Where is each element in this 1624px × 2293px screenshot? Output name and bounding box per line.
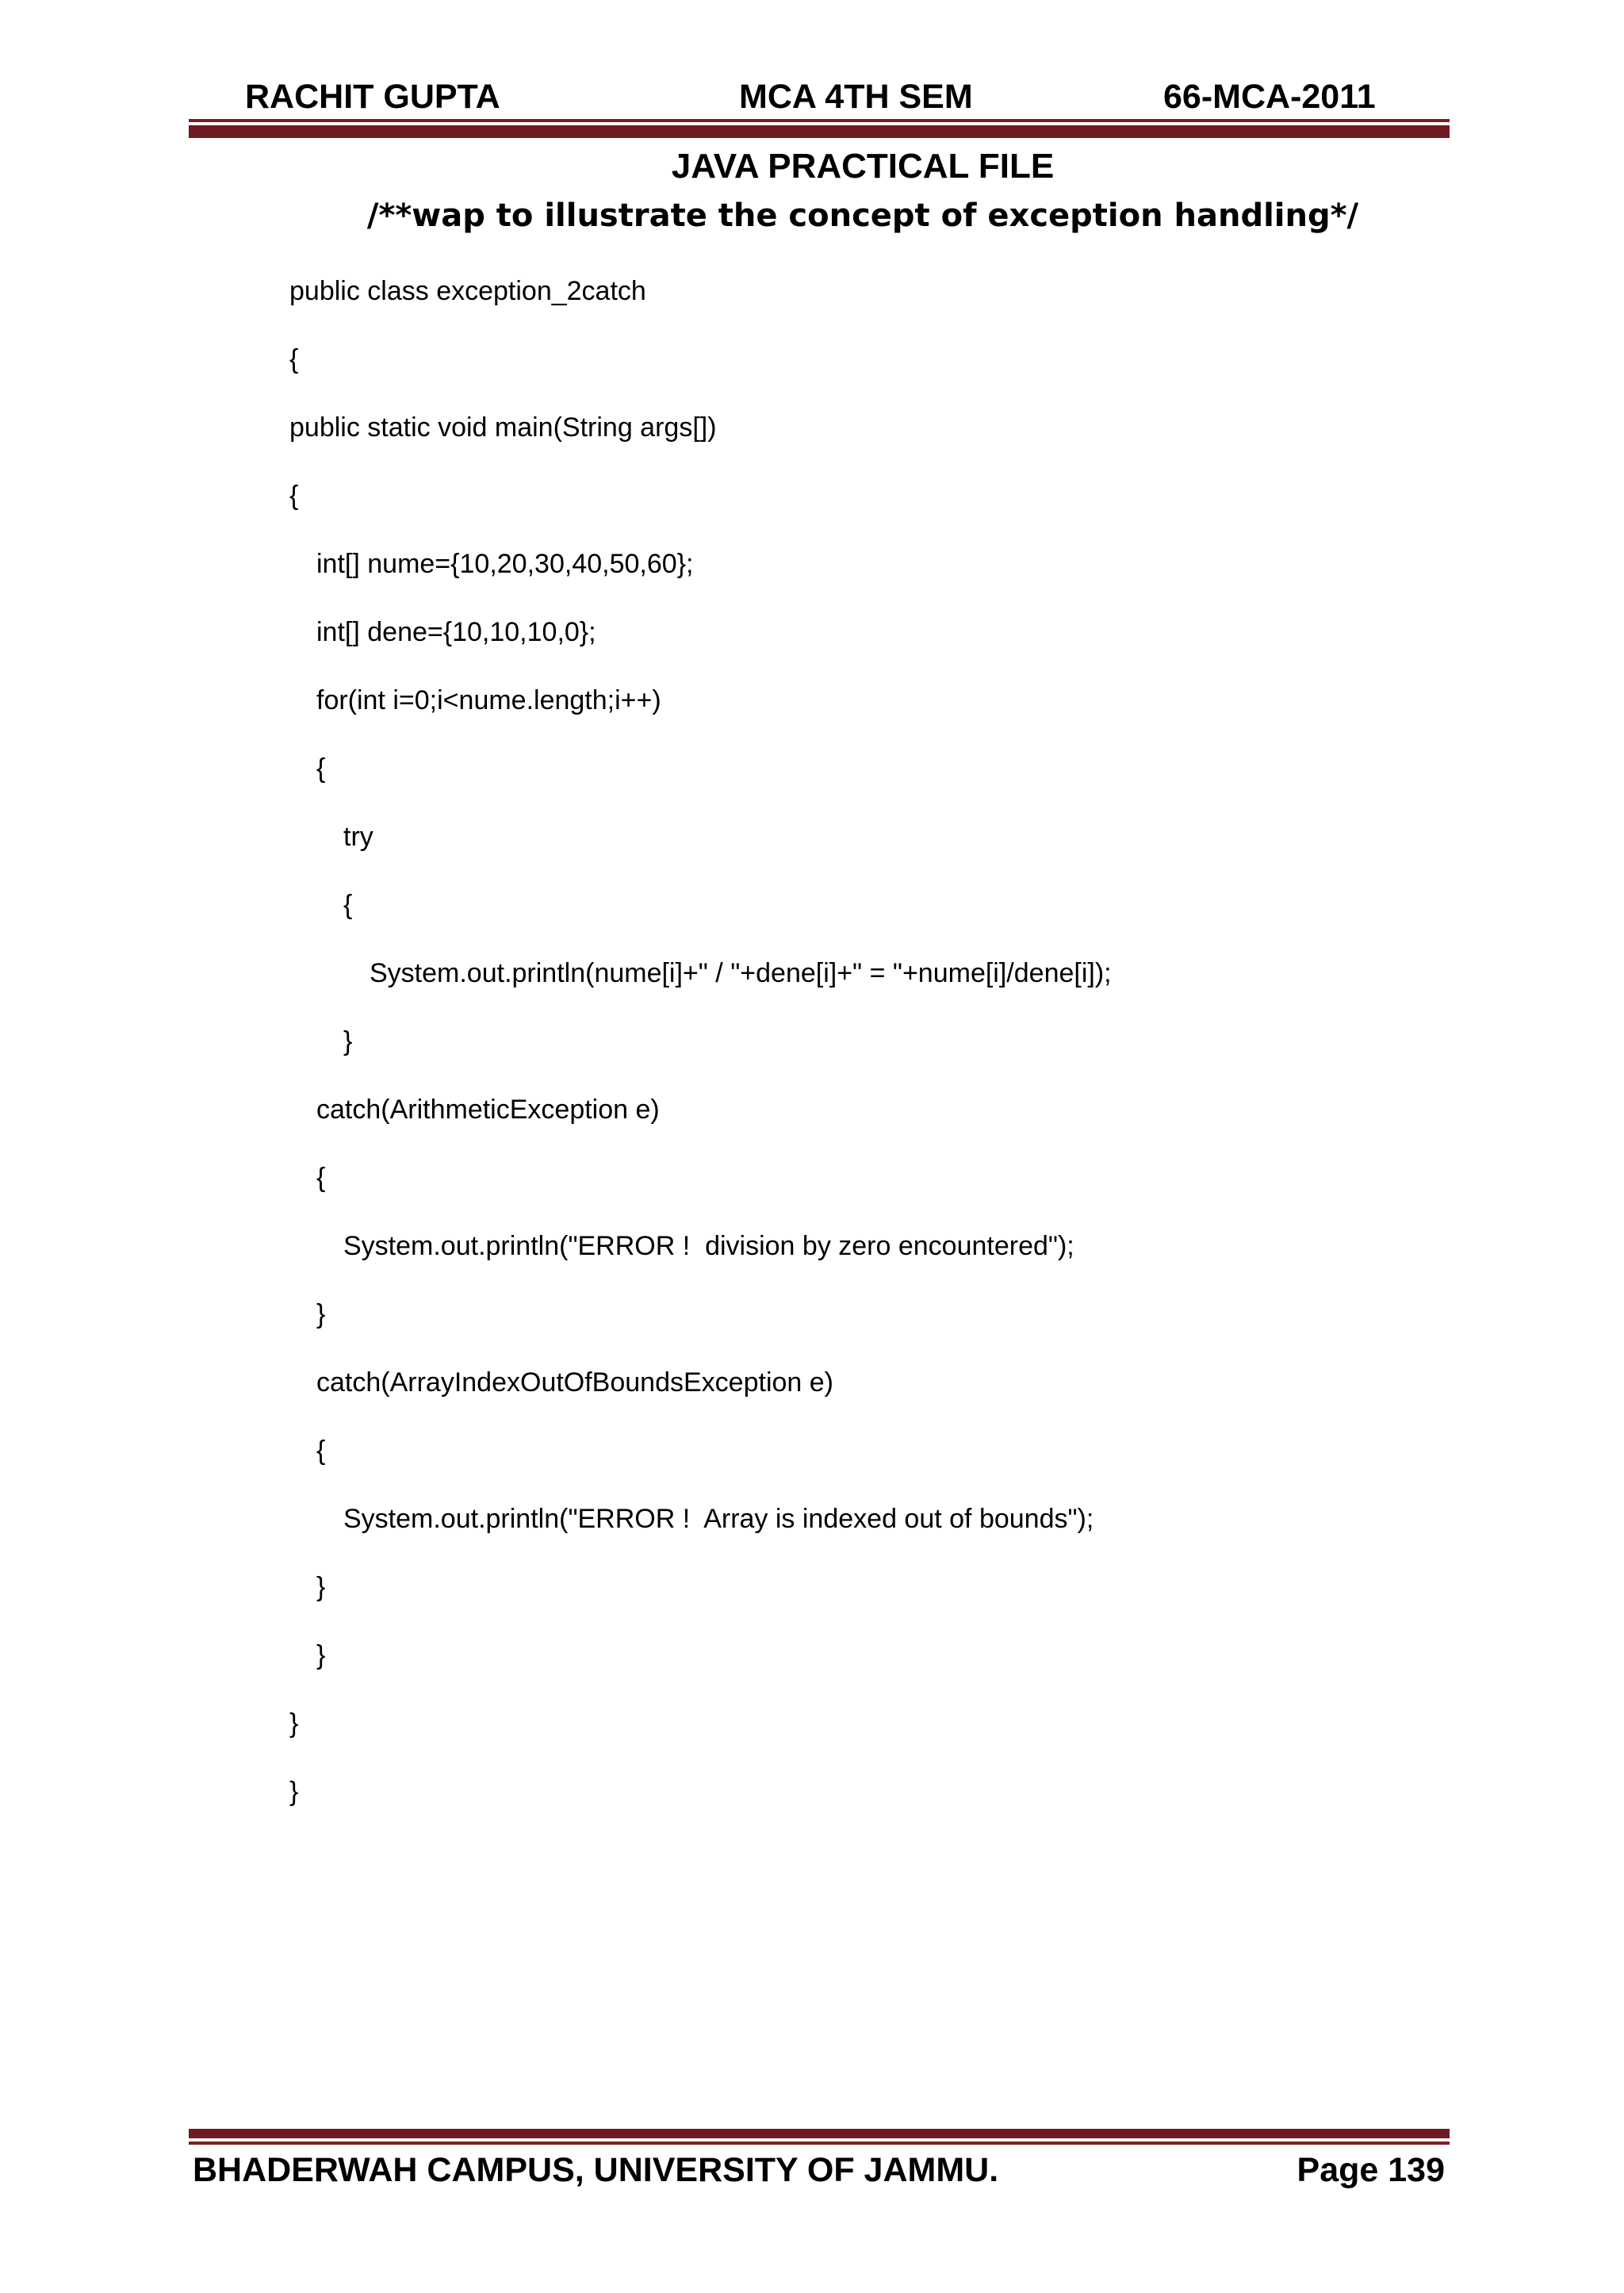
code-line: try: [343, 822, 373, 852]
code-line: }: [289, 1708, 299, 1739]
code-line: }: [316, 1572, 326, 1602]
code-line: System.out.println("ERROR ! division by zero encountered");: [343, 1231, 1074, 1261]
code-line: for(int i=0;i<nume.length;i++): [316, 685, 661, 715]
code-line: catch(ArithmeticException e): [316, 1095, 660, 1125]
footer-divider-thick: [189, 2129, 1450, 2138]
document-title: JAVA PRACTICAL FILE: [671, 147, 1055, 186]
code-line: {: [343, 890, 353, 920]
page-number: Page 139: [1297, 2151, 1445, 2189]
code-line: {: [316, 1163, 326, 1193]
code-line: {: [289, 481, 299, 511]
code-line: public class exception_2catch: [289, 276, 646, 306]
code-line: int[] nume={10,20,30,40,50,60};: [316, 549, 694, 579]
code-line: public static void main(String args[]): [289, 412, 717, 443]
page-header: [0, 73, 1624, 121]
course-label: MCA 4TH SEM: [739, 78, 973, 116]
code-line: catch(ArrayIndexOutOfBoundsException e): [316, 1367, 833, 1398]
header-divider-thick: [189, 125, 1450, 138]
roll-number: 66-MCA-2011: [1163, 78, 1376, 116]
code-line: {: [289, 344, 299, 374]
code-line: }: [316, 1299, 326, 1329]
header-divider-thin: [189, 119, 1450, 122]
footer-divider-thin: [189, 2142, 1450, 2145]
code-line: }: [343, 1026, 353, 1056]
code-line: {: [316, 1436, 326, 1466]
code-line: {: [316, 753, 326, 784]
footer-campus: BHADERWAH CAMPUS, UNIVERSITY OF JAMMU.: [193, 2151, 999, 2189]
code-line: System.out.println(nume[i]+" / "+dene[i]+" = "+nume[i]/dene[i]);: [370, 958, 1112, 988]
program-aim: /**wap to illustrate the concept of exception handling*/: [366, 197, 1359, 234]
code-line: }: [289, 1777, 299, 1807]
code-line: System.out.println("ERROR ! Array is indexed out of bounds");: [343, 1504, 1094, 1534]
student-name: RACHIT GUPTA: [245, 78, 500, 116]
code-line: int[] dene={10,10,10,0};: [316, 617, 596, 647]
code-line: }: [316, 1640, 326, 1670]
